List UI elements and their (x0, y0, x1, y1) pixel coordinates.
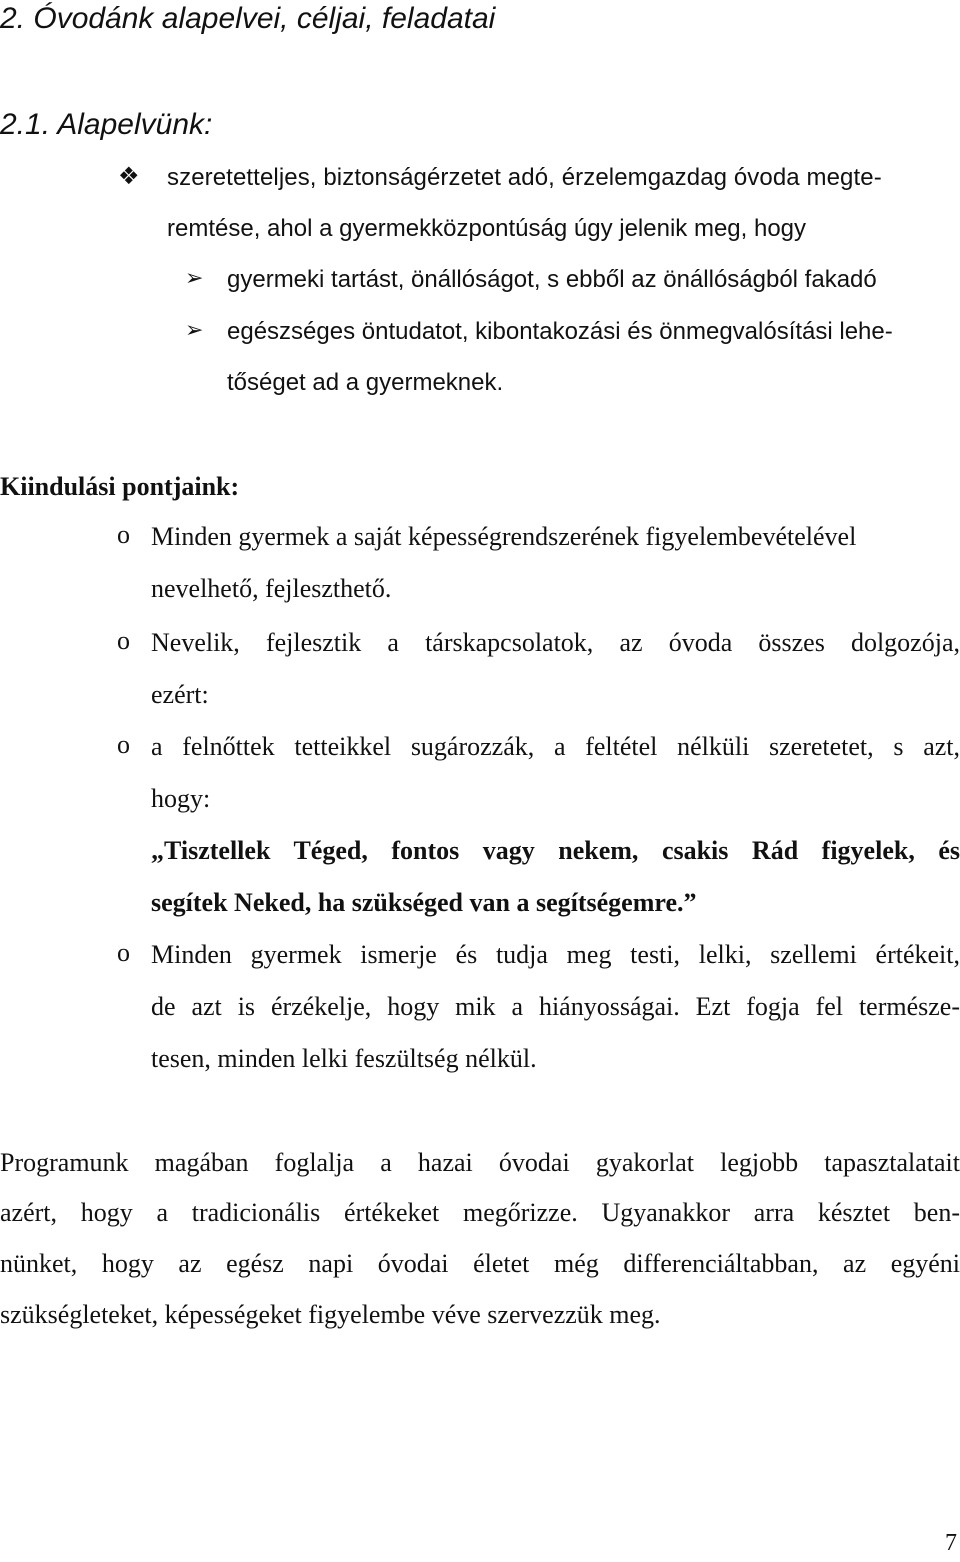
point-4-line-1: Minden gyermek ismerje és tudja meg testi, lelki, szellemi értékeit, (151, 940, 960, 969)
arrowhead-bullet-icon: ➢ (185, 318, 204, 343)
point-4-line-3: tesen, minden lelki feszültség nélkül. (151, 1044, 537, 1073)
arrowhead-bullet-icon: ➢ (185, 266, 204, 291)
sub-bullet-2-line-2: tőséget ad a gyermeknek. (227, 369, 504, 396)
point-2-line-1: Nevelik, fejlesztik a társkapcsolatok, az óvoda összes dolgozója, (151, 628, 960, 657)
paragraph-line-3: nünket, hogy az egész napi óvodai életet még differenciáltabban, az egyéni (0, 1249, 960, 1278)
circle-bullet-icon: o (117, 626, 130, 655)
subsection-heading: 2.1. Alapelvünk: (0, 108, 213, 141)
point-3-line-2: hogy: (151, 784, 211, 813)
point-3-line-1: a felnőttek tetteikkel sugározzák, a feltétel nélküli szeretetet, s azt, (151, 732, 960, 761)
circle-bullet-icon: o (117, 730, 130, 759)
paragraph-line-2: azért, hogy a tradicionális értékeket megőrizze. Ugyanakkor arra késztet ben- (0, 1198, 960, 1227)
diamond-bullet-icon: ❖ (118, 162, 140, 190)
point-1-line-1: Minden gyermek a saját képességrendszerének figyelembevételével (151, 522, 857, 551)
quote-line-2: segítek Neked, ha szükséged van a segítségemre.” (151, 888, 697, 917)
circle-bullet-icon: o (117, 520, 130, 549)
sub-bullet-2-line-1: egészséges öntudatot, kibontakozási és önmegvalósítási lehe- (227, 318, 893, 345)
paragraph-line-1: Programunk magában foglalja a hazai óvodai gyakorlat legjobb tapasztalatait (0, 1148, 960, 1177)
starting-points-title: Kiindulási pontjaink: (0, 472, 240, 501)
quote-line-1: „Tisztellek Téged, fontos vagy nekem, csakis Rád figyelek, és (151, 836, 960, 865)
circle-bullet-icon: o (117, 938, 130, 967)
sub-bullet-1: gyermeki tartást, önállóságot, s ebből az önállóságból fakadó (227, 266, 877, 293)
point-2-line-2: ezért: (151, 680, 209, 709)
principle-line-2: remtése, ahol a gyermekközpontúság úgy jelenik meg, hogy (167, 215, 807, 242)
page-number: 7 (945, 1530, 957, 1556)
point-1-line-2: nevelhető, fejleszthető. (151, 574, 392, 603)
section-heading: 2. Óvodánk alapelvei, céljai, feladatai (0, 2, 496, 35)
point-4-line-2: de azt is érzékelje, hogy mik a hiányosságai. Ezt fogja fel természe- (151, 992, 960, 1021)
principle-line-1: szeretetteljes, biztonságérzetet adó, érzelemgazdag óvoda megte- (167, 164, 882, 191)
paragraph-line-4: szükségleteket, képességeket figyelembe véve szervezzük meg. (0, 1300, 661, 1329)
